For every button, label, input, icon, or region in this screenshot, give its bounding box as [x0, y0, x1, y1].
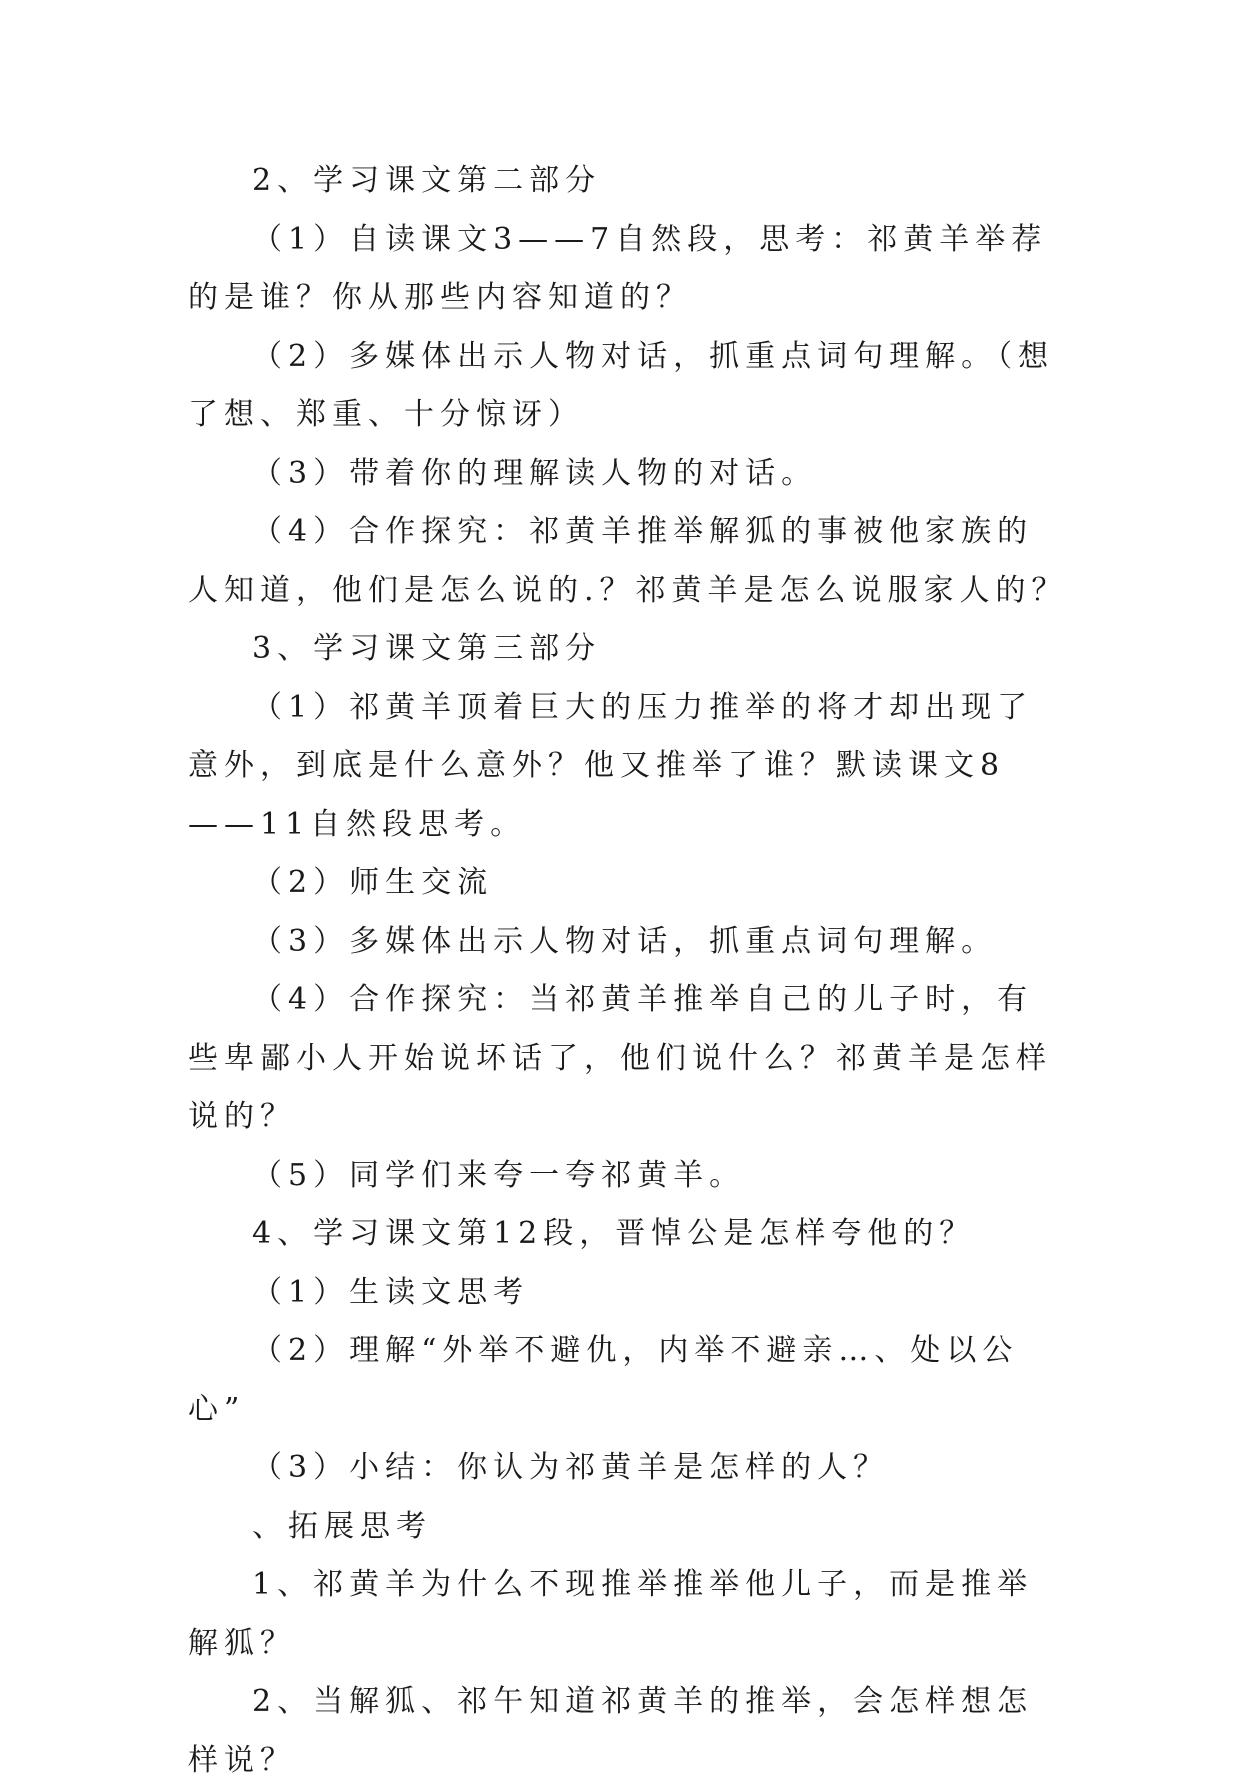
paragraph-2-3: （3）带着你的理解读人物的对话。 — [252, 455, 818, 491]
section-heading-2: 2、学习课文第二部分 — [252, 163, 602, 198]
extension-question-1: 1、祁黄羊为什么不现推举推举他儿子，而是推举解狐？ — [188, 1567, 1034, 1661]
paragraph-4-1: （1）生读文思考 — [252, 1274, 530, 1310]
section-heading-extension: 、拓展思考 — [252, 1508, 432, 1544]
paragraph-3-1: （1）祁黄羊顶着巨大的压力推举的将才却出现了意外，到底是什么意外？他又推举了谁？默读课文8——11自然段思考。 — [188, 689, 1034, 842]
paragraph-4-2: （2）理解“外举不避仇，内举不避亲…、处以公心” — [188, 1333, 1019, 1427]
paragraph-2-2: （2）多媒体出示人物对话，抓重点词句理解。（想了想、郑重、十分惊讶） — [188, 338, 1055, 432]
paragraph-4-3: （3）小结：你认为祁黄羊是怎样的人？ — [252, 1450, 890, 1485]
section-heading-3: 3、学习课文第三部分 — [252, 631, 602, 666]
paragraph-3-3: （3）多媒体出示人物对话，抓重点词句理解。 — [252, 923, 998, 959]
paragraph-3-4: （4）合作探究：当祁黄羊推举自己的儿子时，有些卑鄙小人开始说坏话了，他们说什么？祁黄羊是怎样说的？ — [188, 982, 1052, 1134]
paragraph-2-4: （4）合作探究：祁黄羊推举解狐的事被他家族的人知道，他们是怎么说的.？祁黄羊是怎么说服家人的？ — [188, 514, 1068, 608]
section-heading-4: 4、学习课文第12段，晋悼公是怎样夸他的？ — [252, 1216, 976, 1251]
paragraph-3-5: （5）同学们来夸一夸祁黄羊。 — [252, 1157, 746, 1193]
paragraph-3-2: （2）师生交流 — [252, 865, 494, 900]
paragraph-2-1: （1）自读课文3——7自然段，思考：祁黄羊举荐的是谁？你从那些内容知道的？ — [188, 221, 1048, 315]
extension-question-2: 2、当解狐、祁午知道祁黄羊的推举，会怎样想怎样说？ — [188, 1684, 1034, 1778]
document-body — [188, 152, 1068, 1790]
